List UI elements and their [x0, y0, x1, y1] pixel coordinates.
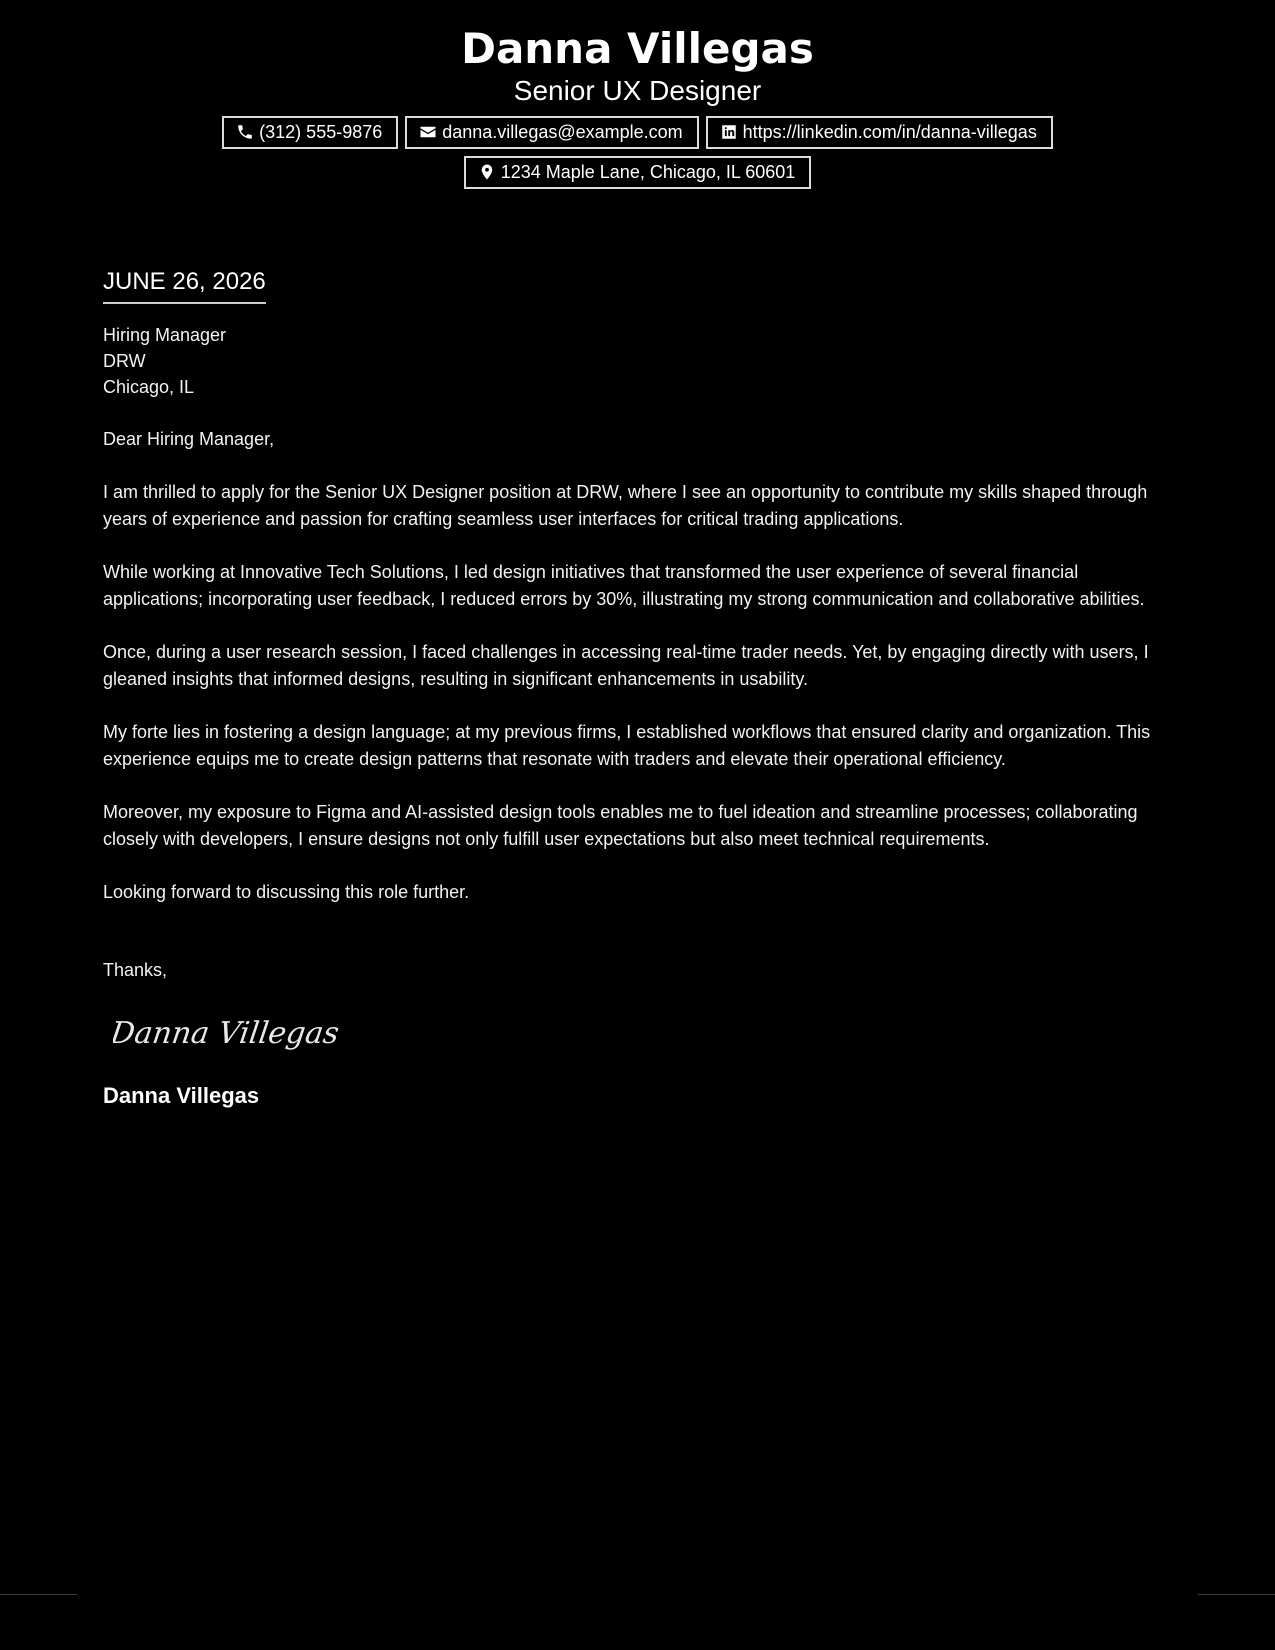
recipient-line: Chicago, IL: [103, 377, 195, 397]
linkedin-icon: [720, 123, 738, 141]
footer-divider-left: [0, 1594, 77, 1595]
letter-date: JUNE 26, 2026: [103, 266, 266, 304]
contact-linkedin[interactable]: [706, 116, 1053, 149]
paragraph: Once, during a user research session, I faced challenges in accessing real-time trader needs. Yet, by engaging directly with users, I gleaned insights that informed designs, resulting in significant enhancements in usability.: [103, 642, 1149, 689]
greeting: Dear Hiring Manager,: [103, 429, 275, 449]
applicant-name: Danna Villegas: [461, 24, 814, 73]
linkedin-text: https://linkedin.com/in/danna-villegas: [742, 122, 1037, 142]
paragraph: Looking forward to discussing this role further.: [103, 882, 470, 902]
paragraph: I am thrilled to apply for the Senior UX Designer position at DRW, where I see an opportunity to contribute my skills shaped through years of experience and passion for crafting seamless user interfaces for critical trading applications.: [103, 482, 1148, 529]
letter-header: [0, 0, 1275, 189]
address-text: 1234 Maple Lane, Chicago, IL 60601: [500, 162, 796, 182]
recipient-line: DRW: [103, 351, 146, 371]
paragraph: My forte lies in fostering a design language; at my previous firms, I established workflows that ensured clarity and organization. This experience equips me to create design patterns that resonate with traders and elevate their operational efficiency.: [103, 722, 1151, 769]
phone-text: (312) 555-9876: [259, 122, 383, 142]
contact-phone[interactable]: [222, 116, 398, 149]
letter-body: [103, 266, 1178, 1110]
email-text: danna.villegas@example.com: [442, 122, 683, 142]
signature-image: [113, 1003, 363, 1059]
paragraph: While working at Innovative Tech Solutions, I led design initiatives that transformed the user experience of several financial applications; incorporating user feedback, I reduced errors by 30%, illustrating my strong communication and collaborative abilities.: [103, 562, 1145, 609]
footer-divider-right: [1198, 1594, 1275, 1595]
envelope-icon: [419, 123, 437, 141]
contact-email[interactable]: [405, 116, 698, 149]
recipient-line: Hiring Manager: [103, 325, 227, 345]
contact-list: [178, 116, 1098, 189]
contact-address[interactable]: [464, 156, 812, 189]
signer-name: Danna Villegas: [103, 1082, 260, 1108]
recipient-block: [103, 322, 1178, 400]
signature-text: Danna Villegas: [113, 1015, 342, 1051]
applicant-title: Senior UX Designer: [513, 75, 762, 106]
paragraph: Moreover, my exposure to Figma and AI-assisted design tools enables me to fuel ideation and streamline processes; collaborating closely with developers, I ensure designs not only fulfill user expectations but also meet technical requirements.: [103, 802, 1138, 849]
map-marker-icon: [478, 163, 496, 181]
phone-icon: [236, 123, 254, 141]
closing: Thanks,: [103, 959, 168, 980]
